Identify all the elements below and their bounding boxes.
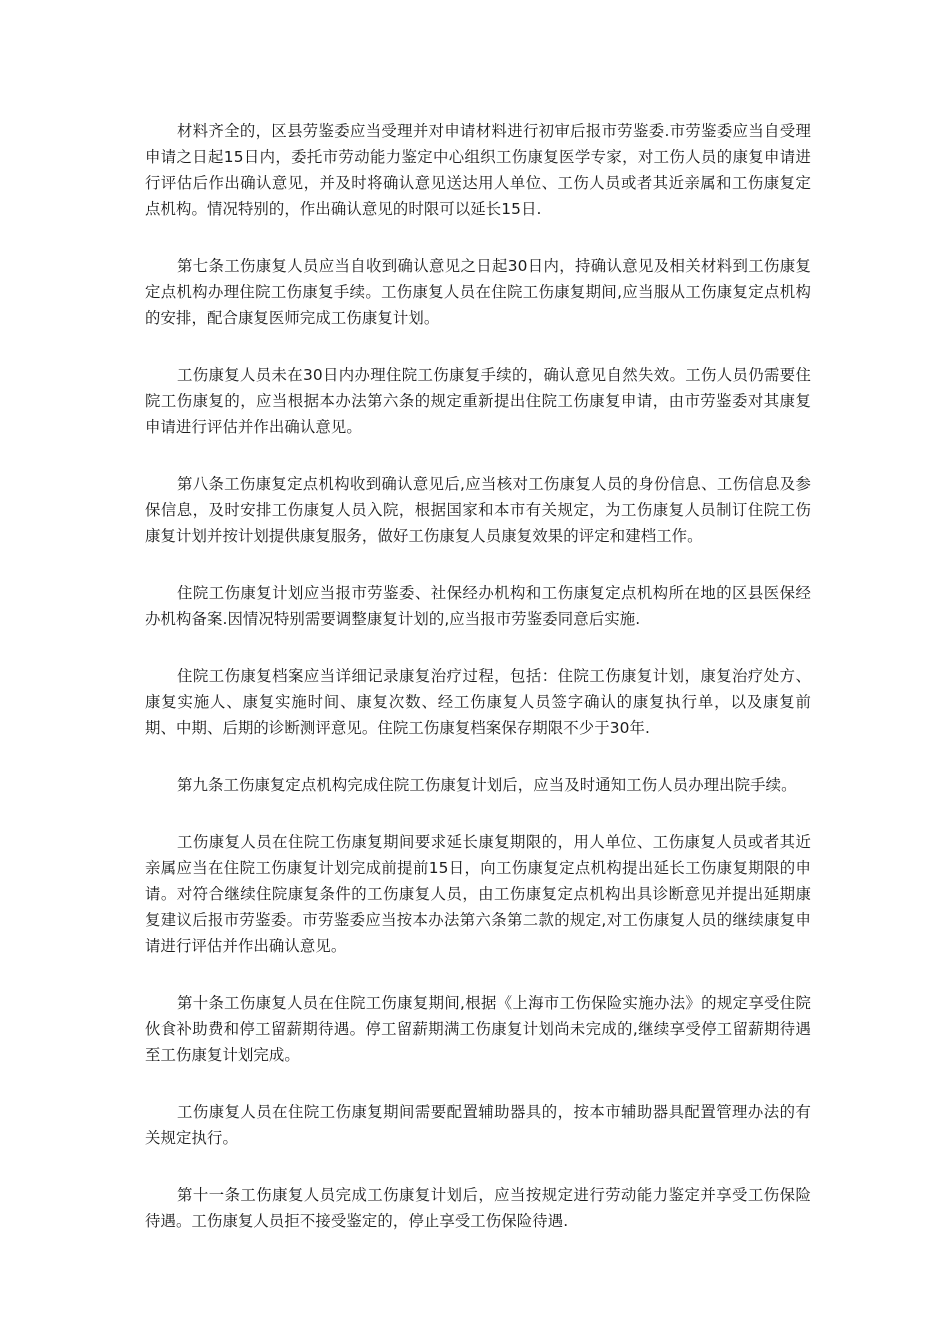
paragraph-article-7: 第七条工伤康复人员应当自收到确认意见之日起30日内，持确认意见及相关材料到工伤康复定点机构办理住院工伤康复手续。工伤康复人员在住院工伤康复期间,应当服从工伤康复定点机构的安排，配合康复医师完成工伤康复计划。: [145, 257, 811, 327]
paragraph-6: 住院工伤康复档案应当详细记录康复治疗过程，包括：住院工伤康复计划，康复治疗处方、康复实施人、康复实施时间、康复次数、经工伤康复人员签字确认的康复执行单，以及康复前期、中期、后期的诊断测评意见。住院工伤康复档案保存期限不少于30年.: [145, 667, 811, 737]
paragraph-10: 工伤康复人员在住院工伤康复期间需要配置辅助器具的，按本市辅助器具配置管理办法的有关规定执行。: [145, 1103, 811, 1147]
paragraph-article-9: 第九条工伤康复定点机构完成住院工伤康复计划后，应当及时通知工伤人员办理出院手续。: [177, 776, 797, 794]
paragraph-3: 工伤康复人员未在30日内办理住院工伤康复手续的，确认意见自然失效。工伤人员仍需要住院工伤康复的，应当根据本办法第六条的规定重新提出住院工伤康复申请，由市劳鉴委对其康复申请进行评估并作出确认意见。: [145, 366, 811, 436]
paragraph-1: 材料齐全的，区县劳鉴委应当受理并对申请材料进行初审后报市劳鉴委.市劳鉴委应当自受理申请之日起15日内，委托市劳动能力鉴定中心组织工伤康复医学专家，对工伤人员的康复申请进行评估后作出确认意见，并及时将确认意见送达用人单位、工伤人员或者其近亲属和工伤康复定点机构。情况特别的，作出确认意见的时限可以延长15日.: [145, 122, 811, 218]
paragraph-8: 工伤康复人员在住院工伤康复期间要求延长康复期限的，用人单位、工伤康复人员或者其近亲属应当在住院工伤康复计划完成前提前15日，向工伤康复定点机构提出延长工伤康复期限的申请。对符合继续住院康复条件的工伤康复人员，由工伤康复定点机构出具诊断意见并提出延期康复建议后报市劳鉴委。市劳鉴委应当按本办法第六条第二款的规定,对工伤康复人员的继续康复申请进行评估并作出确认意见。: [145, 833, 811, 955]
paragraph-article-8: 第八条工伤康复定点机构收到确认意见后,应当核对工伤康复人员的身份信息、工伤信息及参保信息，及时安排工伤康复人员入院，根据国家和本市有关规定，为工伤康复人员制订住院工伤康复计划并按计划提供康复服务，做好工伤康复人员康复效果的评定和建档工作。: [145, 475, 811, 545]
document-body: [145, 118, 811, 1265]
paragraph-article-11: 第十一条工伤康复人员完成工伤康复计划后，应当按规定进行劳动能力鉴定并享受工伤保险待遇。工伤康复人员拒不接受鉴定的，停止享受工伤保险待遇.: [145, 1186, 811, 1230]
paragraph-article-10: 第十条工伤康复人员在住院工伤康复期间,根据《上海市工伤保险实施办法》的规定享受住院伙食补助费和停工留薪期待遇。停工留薪期满工伤康复计划尚未完成的,继续享受停工留薪期待遇至工伤康复计划完成。: [145, 994, 811, 1064]
paragraph-5: 住院工伤康复计划应当报市劳鉴委、社保经办机构和工伤康复定点机构所在地的区县医保经办机构备案.因情况特别需要调整康复计划的,应当报市劳鉴委同意后实施.: [145, 584, 811, 628]
